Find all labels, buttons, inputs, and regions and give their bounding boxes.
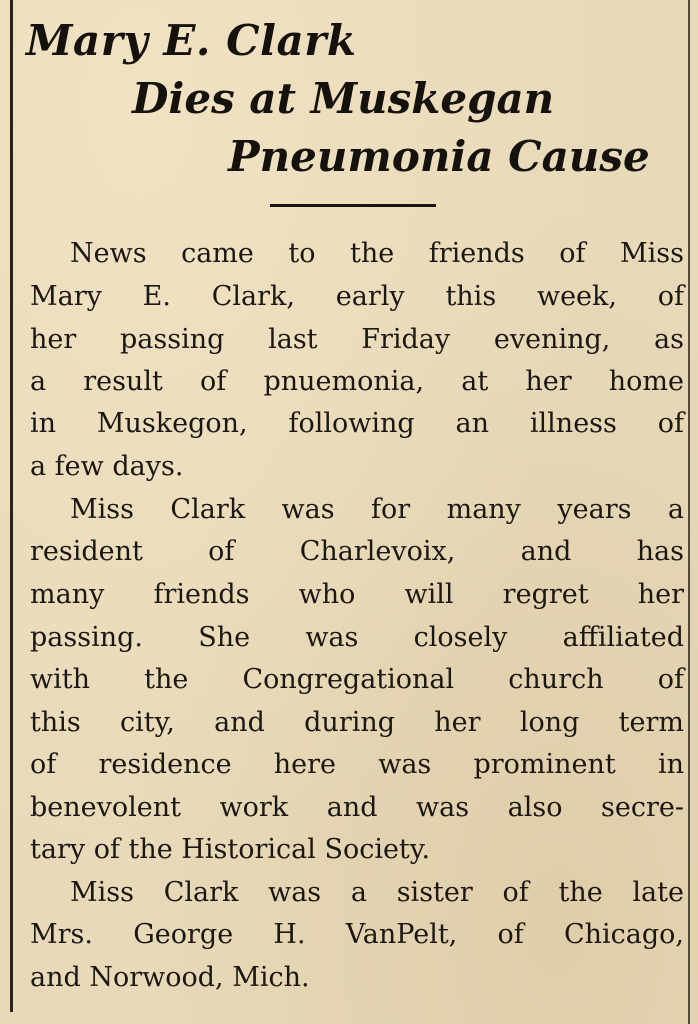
body-line: benevolent work and was also secre- <box>30 792 684 823</box>
headline-divider <box>270 204 436 207</box>
body-line: resident of Charlevoix, and has <box>30 536 684 567</box>
body-line: a result of pnuemonia, at her home <box>30 366 684 397</box>
column-rule-left <box>10 0 13 1012</box>
body-line: with the Congregational church of <box>30 664 684 695</box>
body-line: Miss Clark was for many years a <box>70 494 684 525</box>
body-line: of residence here was prominent in <box>30 749 684 780</box>
body-line: and Norwood, Mich. <box>30 962 310 993</box>
body-line: Miss Clark was a sister of the late <box>70 877 684 908</box>
body-line: News came to the friends of Miss <box>70 238 684 269</box>
body-line: passing. She was closely affiliated <box>30 622 684 653</box>
body-line: her passing last Friday evening, as <box>30 324 684 355</box>
body-line: this city, and during her long term <box>30 707 684 738</box>
body-line: in Muskegon, following an illness of <box>30 408 684 439</box>
headline-line-3: Pneumonia Cause <box>228 132 650 181</box>
body-line: tary of the Historical Society. <box>30 834 431 865</box>
headline-line-1: Mary E. Clark <box>26 16 357 65</box>
body-line: many friends who will regret her <box>30 579 684 610</box>
body-line: a few days. <box>30 451 184 482</box>
body-line: Mary E. Clark, early this week, of <box>30 281 684 312</box>
headline-line-2: Dies at Muskegan <box>132 74 555 123</box>
column-rule-right <box>688 0 690 1024</box>
body-line: Mrs. George H. VanPelt, of Chicago, <box>30 919 684 950</box>
